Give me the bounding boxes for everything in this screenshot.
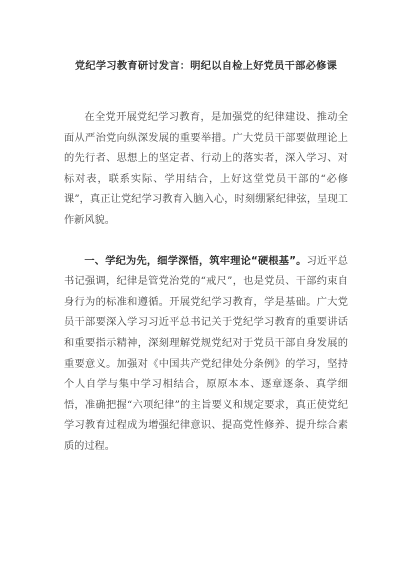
document-title: 党纪学习教育研讨发言：明纪以自检上好党员干部必修课 [74, 61, 338, 72]
section-one-heading: 一、学纪为先，细学深悟，筑牢理论“硬根基”。 [84, 255, 307, 267]
section-one-paragraph [64, 252, 348, 458]
intro-paragraph [64, 108, 348, 232]
intro-paragraph-text: 在全党开展党纪学习教育，是加强党的纪律建设、推动全面从严治党向纵深发展的重要举措。广大党员干部要做理论上的先行者、思想上的坚定者、行动上的落实者，深入学习、对标对表，联系实际、学用结合，上好这堂党员干部的“必修课”，真正让党纪学习教育入脑入心，时刻绷紧纪律弦，呈现工作新风貌。 [64, 112, 348, 226]
section-one-text: 习近平总书记强调，纪律是管党治党的“戒尺”，也是党员、干部约束自身行为的标准和遵循。开展党纪学习教育，学是基础。广大党员干部要深入学习习近平总书记关于党纪学习教育的重要讲话和重要指示精神，深刻理解党规党纪对于党员干部自身发展的重要意义。加强对《中国共产党纪律处分条例》的学习，坚持个人自学与集中学习相结合，原原本本、逐章逐条、真学细悟，准确把握“六项纪律”的主旨要义和规定要求，真正使党纪学习教育过程成为增强纪律意识、提高党性修养、提升综合素质的过程。 [64, 255, 348, 452]
